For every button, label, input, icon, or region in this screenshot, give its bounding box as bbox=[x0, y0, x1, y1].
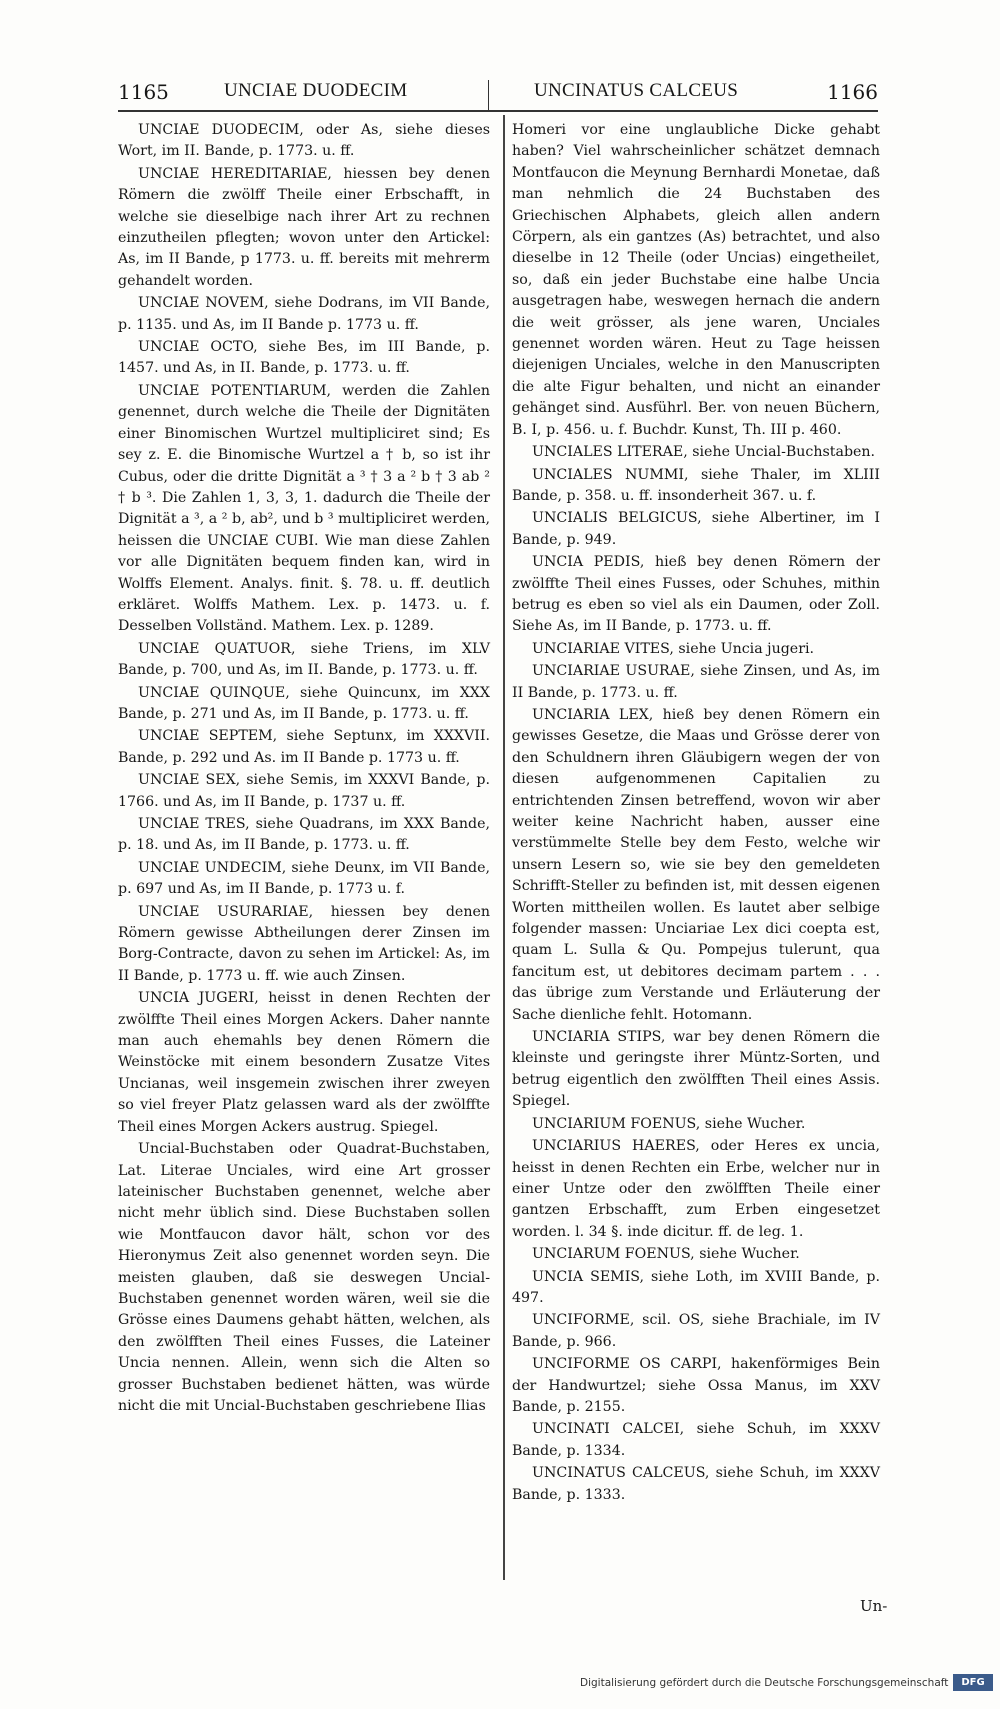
running-title-left: UNCIAE DUODECIM bbox=[224, 80, 408, 101]
column-divider bbox=[503, 115, 505, 1580]
page-number-left: 1165 bbox=[118, 80, 169, 104]
entry-uncial-buchstaben-continued: Homeri vor eine unglaubliche Dicke gehabt haben? Viel wahrscheinlicher schätzet demnach Montfaucon die Meynung Bernhardi Monetae, daß man nehmlich die 24 Buchstaben des Griechischen Alphabets, gleich allen andern Cörpern, als ein gantzes (As) betrachtet, und also dieselbe in 12 Theile (oder Uncias) eingetheilet, so, daß ein jeder Buchstabe eine halbe Uncia ausgetragen habe, weswegen hernach die andern die weit grösser, als jene waren, Unciales genennet worden wären. Heut zu Tage heissen diejenigen Unciales, welche in den Manuscripten die alte Figur behalten, und nicht an einander gehänget sind. Ausführl. Ber. von neuen Büchern, B. I, p. 456. u. f. Buchdr. Kunst, Th. III p. 460. bbox=[512, 122, 880, 438]
entry-unciae-octo: UNCIAE OCTO, siehe Bes, im III Bande, p. 1457. und As, in II. Bande, p. 1773. u. ff. bbox=[118, 339, 490, 377]
entry-unciae-septem: UNCIAE SEPTEM, siehe Septunx, im XXXVII. Bande, p. 292 und As. im II Bande p. 1773 u. ff. bbox=[118, 728, 490, 766]
entry-unciae-quinque: UNCIAE QUINQUE, siehe Quincunx, im XXX Bande, p. 271 und As, im II Bande, p. 1773. u. ff. bbox=[118, 684, 490, 722]
catchword: Un- bbox=[860, 1597, 888, 1615]
entry-uncia-semis: UNCIA SEMIS, siehe Loth, im XVIII Bande, p. 497. bbox=[512, 1268, 880, 1306]
right-column bbox=[512, 120, 880, 1507]
entry-unciariae-vites: UNCIARIAE VITES, siehe Uncia jugeri. bbox=[532, 640, 815, 657]
left-column bbox=[118, 120, 490, 1418]
entry-unciaria-stips: UNCIARIA STIPS, war bey denen Römern die kleinste und geringste ihrer Müntz-Sorten, und betrug eigentlich den zwölfften Theil eines Assis. Spiegel. bbox=[512, 1029, 880, 1110]
header-rule bbox=[118, 110, 878, 112]
entry-unciforme: UNCIFORME, scil. OS, siehe Brachiale, im IV Bande, p. 966. bbox=[512, 1312, 880, 1350]
entry-unciariae-usurae: UNCIARIAE USURAE, siehe Zinsen, und As, im II Bande, p. 1773. u. ff. bbox=[512, 663, 880, 701]
entry-unciarum-foenus: UNCIARUM FOENUS, siehe Wucher. bbox=[532, 1246, 800, 1263]
entry-unciales-literae: UNCIALES LITERAE, siehe Uncial-Buchstaben. bbox=[532, 444, 876, 461]
entry-uncia-pedis: UNCIA PEDIS, hieß bey denen Römern der zwölffte Theil eines Fusses, oder Schuhes, mithin betrug es eben so viel als ein Daumen, oder Zoll. Siehe As, im II Bande, p. 1773. u. ff. bbox=[512, 554, 880, 635]
entry-unciarius-haeres: UNCIARIUS HAERES, oder Heres ex uncia, heisst in denen Rechten ein Erbe, welcher nur in einer Untze oder den zwölfften Theile einer gantzen Erbschafft, zum Erben eingesetzet worden. l. 34 §. inde dicitur. ff. de leg. 1. bbox=[512, 1138, 880, 1240]
page-number-right: 1166 bbox=[827, 80, 878, 104]
entry-unciae-quatuor: UNCIAE QUATUOR, siehe Triens, im XLV Bande, p. 700, und As, im II. Bande, p. 1773. u. ff. bbox=[118, 640, 490, 679]
entry-unciaria-lex: UNCIARIA LEX, hieß bey denen Römern ein gewisses Gesetze, die Maas und Grösse derer von den Schuldnern ihren Gläubigern wegen der von diesen aufgenommenen Capitalien zu entrichtenden Zinsen betreffend, wovon wir aber weiter keine Nachricht haben, ausser eine verstümmelte Stelle bey dem Festo, welche wir unsern Lesern so, wie sie bey den gemeldeten Schrifft-Steller zu befinden ist, mit dessen eigenen Worten mittheilen wollen. Es lautet aber selbige folgender massen: Unciariae Lex dici coepta est, quam L. Sulla & Qu. Pompejus tulerunt, qua fancitum est, ut debitores decimam partem . . . das übrige zum Verstande und Erläuterung der Sache dienliche fehlt. Hotomann. bbox=[512, 706, 880, 1023]
entry-unciae-tres: UNCIAE TRES, siehe Quadrans, im XXX Bande, p. 18. und As, im II Bande, p. 1773. u. ff. bbox=[118, 816, 490, 854]
entry-uncinatus-calceus: UNCINATUS CALCEUS, siehe Schuh, im XXXV Bande, p. 1333. bbox=[512, 1465, 880, 1503]
entry-uncinati-calcei: UNCINATI CALCEI, siehe Schuh, im XXXV Bande, p. 1334. bbox=[512, 1421, 880, 1459]
entry-unciae-potentiarum: UNCIAE POTENTIARUM, werden die Zahlen genennet, durch welche die Theile der Dignitäten einer Binomischen Wurtzel multipliciret sind; Es sey z. E. die Binomische Wurtzel a † b, so ist ihr Cubus, oder die dritte Dignität a ³ † 3 a ² b † 3 ab ² † b ³. Die Zahlen 1, 3, 3, 1. dadurch die Theile der Dignität a ³, a ² b, ab², und b ³ multipliciret werden, heissen die UNCIAE CUBI. Wie man diese Zahlen vor alle Dignitäten bequem finden kan, wird in Wolffs Element. Analys. finit. §. 78. u. ff. deutlich erkläret. Wolffs Mathem. Lex. p. 1473. u. f. Desselben Vollständ. Mathem. Lex. p. 1289. bbox=[118, 382, 490, 635]
entry-unciae-sex: UNCIAE SEX, siehe Semis, im XXXVI Bande, p. 1766. und As, im II Bande, p. 1737 u. ff. bbox=[118, 772, 490, 810]
entry-unciales-nummi: UNCIALES NUMMI, siehe Thaler, im XLIII Bande, p. 358. u. ff. insonderheit 367. u. f. bbox=[512, 466, 880, 504]
page-header bbox=[118, 80, 878, 112]
digitization-credit: Digitalisierung gefördert durch die Deutsche Forschungsgemeinschaft bbox=[580, 1677, 949, 1689]
entry-unciae-duodecim: UNCIAE DUODECIM, oder As, siehe dieses Wort, im II. Bande, p. 1773. u. ff. bbox=[118, 122, 490, 160]
dfg-logo: DFG bbox=[953, 1674, 993, 1691]
entry-unciae-usurariae: UNCIAE USURARIAE, hiessen bey denen Römern gewisse Abtheilungen derer Zinsen im Borg-Contracte, davon zu sehen im Artickel: As, im II Bande, p. 1773 u. ff. wie auch Zinsen. bbox=[118, 903, 490, 984]
header-divider bbox=[488, 80, 489, 110]
entry-unciforme-os-carpi: UNCIFORME OS CARPI, hakenförmiges Bein der Handwurtzel; siehe Ossa Manus, im XXV Bande, p. 2155. bbox=[512, 1356, 880, 1415]
entry-unciae-hereditariae: UNCIAE HEREDITARIAE, hiessen bey denen Römern die zwölff Theile einer Erbschafft, in welche sie dieselbige nach ihrer Art zu rechnen einzutheilen pflegten; wovon unter den Artickel: As, im II Bande, p 1773. u. ff. bereits mit mehrerm gehandelt worden. bbox=[118, 165, 490, 289]
entry-uncialis-belgicus: UNCIALIS BELGICUS, siehe Albertiner, im I Bande, p. 949. bbox=[512, 510, 880, 548]
entry-uncial-buchstaben: Uncial-Buchstaben oder Quadrat-Buchstaben, Lat. Literae Unciales, wird eine Art grosser lateinischer Buchstaben genennet, welche aber nicht mehr üblich sind. Diese Buchstaben sollen wie Montfaucon davor hält, schon vor des Hieronymus Zeit also genennet worden seyn. Die meisten glauben, daß sie deswegen Uncial-Buchstaben genennet worden wären, weil sie die Grösse eines Daumens gehabt hätten, welchen, als den zwölfften Theil eines Fusses, die Lateiner Uncia nennen. Allein, wenn sich die Alten so grosser Buchstaben bedienet hätten, was würde nicht die mit Uncial-Buchstaben geschriebene Ilias bbox=[118, 1141, 490, 1414]
running-title-right: UNCINATUS CALCEUS bbox=[534, 80, 739, 101]
entry-uncia-jugeri: UNCIA JUGERI, heisst in denen Rechten der zwölffte Theil eines Morgen Ackers. Daher nannte man auch ehemahls bey denen Römern die Weinstöcke mit einem besondern Zusatze Vites Uncianas, weil insgemein zwischen ihrer zweyen so viel freyer Platz gelassen ward als der zwölffte Theil eines Morgen Ackers austrug. Spiegel. bbox=[118, 990, 490, 1135]
entry-unciae-novem: UNCIAE NOVEM, siehe Dodrans, im VII Bande, p. 1135. und As, im II Bande p. 1773 u. ff. bbox=[118, 295, 490, 333]
entry-unciae-undecim: UNCIAE UNDECIM, siehe Deunx, im VII Bande, p. 697 und As, im II Bande, p. 1773 u. f. bbox=[118, 859, 490, 898]
entry-unciarium-foenus: UNCIARIUM FOENUS, siehe Wucher. bbox=[532, 1115, 806, 1132]
